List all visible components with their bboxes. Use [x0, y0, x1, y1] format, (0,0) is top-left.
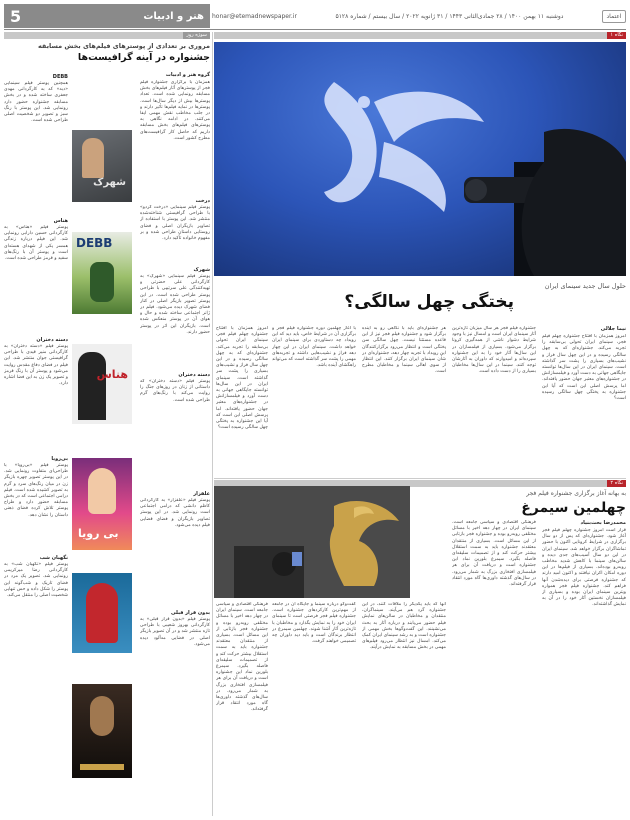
film-text: پوستر فیلم سینمایی «شهرک» به کارگردانی علی حضرتی و تهیه‌کنندگی علی سرتیپی با طراحی پوستر طراحی شده است. در این پوستر تصویر بازیگر اصلی در کنار فضای شهرک دیده می‌شود. فیلم در ژانر اجتماعی ساخته شده و حال و هوای آن در پوستر منعکس شده است. بازیگران این اثر در پوستر حضور دارند. [140, 274, 210, 335]
date-line: دوشنبه ۱۱ بهمن ۱۴۰۰ / ۲۸ جمادی‌الثانی ۱۴۴۳ / ۳۱ ژانویه ۲۰۲۲ / سال بیستم / شماره ۵۱۲۸ [335, 12, 564, 20]
poster-debb [72, 232, 132, 314]
article-divider [214, 478, 626, 479]
top-tag: نگاه ۱ [607, 32, 626, 39]
film-text: پوستر فیلم «بدون قرار قبلی» به کارگردانی بهروز شعیبی با طراحی تازه منتشر شد و در آن تصویر بازیگر اصلی در فضایی مه‌آلود دیده می‌شود. [140, 617, 210, 647]
poster-dasteh-dokhtaran [72, 573, 132, 653]
left-headline: جشنواره در آینه گرافیست‌ها [77, 52, 210, 63]
left-tag-bar [4, 32, 210, 39]
section-divider [212, 32, 213, 816]
top-text-1: امروز همزمان با افتتاح جشنواره چهلم فیلم فجر، سینمای ایران تحولی بی‌سابقه را تجربه می‌کند. جشنواره‌ای که به چهل سالگی رسیده و در این چهل سال فراز و نشیب‌های بسیاری را پشت سر گذاشته است. سینمای ایران در این سال‌ها توانسته جایگاهی جهانی به دست آورد و فیلمسازانش در جشنواره‌های معتبر جهان حضور یافته‌اند. اما پرسش اصلی این است که آیا این جشنواره به پختگی چهل سالگی رسیده است؟ [542, 334, 626, 402]
left-tag: سوژه روز [183, 32, 210, 39]
film-text: پوستر فیلم «دسته دختران» به کارگردانی منیر قیدی با طراحی گرافیستی جوان منتشر شد. این فیلم در فضای دفاع مقدس روایت می‌شود و پوستر آن با رنگ قرمز و تصویر یک زن به این فضا اشاره دارد. [4, 344, 68, 387]
section-header-bar [4, 4, 210, 28]
left-byline: گروه هنر و ادبیات [165, 72, 210, 78]
poster-negahban-shab [72, 684, 132, 778]
left-intro [140, 72, 210, 192]
poster-shahrak-title: شهرک [93, 177, 126, 188]
film-heading: دسته دختران [178, 372, 210, 378]
simorgh-statue-photo [214, 486, 410, 598]
top-text-4: با آغاز چهلمین دوره جشنواره فیلم فجر و برگزاری آن در شرایط خاص، باید دید که این رویداد چه دستاوردی برای سینمای ایران خواهد داشت. سینمای ایران در این چهار دهه فراز و نشیب‌هایی داشته و تجربه‌های مهمی را پشت سر گذاشته است که می‌تواند راهگشای آینده باشد. [272, 326, 356, 369]
bottom-byline: محمدرضا بحث‌بنیاد [580, 520, 626, 526]
film-heading: بدون قرار قبلی [170, 610, 210, 616]
bottom-photo [214, 486, 410, 598]
bottom-text-3: آنها که باید یکدیگر را ملاقات کنند، در این جشنواره گرد هم می‌آیند. سینماگران، منتقدان و مخاطبان در سالن‌های نمایش فیلم حضور می‌یابند و درباره آثار به بحث می‌نشینند. این گفت‌وگوها بخش مهمی از جشنواره است و به رشد سینمای ایران کمک می‌کند. امسال نیز انتظار می‌رود فیلم‌های مهمی در بخش مسابقه به نمایش درآیند. [362, 602, 446, 651]
top-text-3: هر جشنواره‌ای باید با نگاهی رو به آینده برگزار شود و جشنواره فیلم فجر نیز از این قاعده مستثنا نیست. چهل سالگی سن پختگی است و انتظار می‌رود برگزارکنندگان این رویداد با تجربه چهار دهه، جشنواره‌ای در شأن سینمای ایران برگزار کنند. این انتظار از سوی اهالی سینما و مخاطبان مطرح است. [362, 326, 446, 375]
film-text: پوستر فیلم «هناس» به کارگردانی حسین دارابی رونمایی شد. این فیلم درباره زندگی همسر یکی از شهدای هسته‌ای است و پوستر آن با رنگ‌های سفید و قرمز طراحی شده است. [4, 225, 68, 262]
bottom-text-2: فرهنگی اقتصادی و سیاسی جامعه است. سینمای ایران در چهار دهه اخیر با مسائل مختلفی روبه‌رو بوده و جشنواره فجر بازتابی از این مسائل است. بسیاری از منتقدان معتقدند جشنواره باید به سمت استقلال بیشتر حرکت کند و از تصمیمات سلیقه‌ای فاصله بگیرد. سیمرغ بلورین نماد این جشنواره است و دریافت آن برای هر فیلمسازی افتخاری بزرگ به شمار می‌رود. در سال‌های گذشته داوری‌ها گاه مورد انتقاد قرار گرفته‌اند. [452, 520, 536, 588]
website: honar@etemadnewspaper.ir [212, 12, 297, 20]
film-heading: علفزار [193, 491, 210, 497]
film-text: پوستر فیلم «بی‌رویا» با طراحی‌ای متفاوت رونمایی شد. در این پوستر تصویر چهره بازیگر زن در میان رنگ‌های سرد و گرم به تصویر کشیده شده است. فیلم درامی اجتماعی است که در بخش مسابقه حضور دارد و طراح پوستر تلاش کرده فضای ذهنی داستان را نشان دهد. [4, 463, 68, 518]
poster-biroya-title: بی رویا [78, 527, 119, 540]
bottom-text-5: فرهنگی اقتصادی و سیاسی جامعه است. سینمای ایران در چهار دهه اخیر با مسائل مختلفی روبه‌رو بوده و جشنواره فجر بازتابی از این مسائل است. بسیاری از منتقدان معتقدند جشنواره باید به سمت استقلال بیشتر حرکت کند و از تصمیمات سلیقه‌ای فاصله بگیرد. سیمرغ بلورین نماد این جشنواره است و دریافت آن برای هر فیلمسازی افتخاری بزرگ به شمار می‌رود. در سال‌های گذشته داوری‌ها گاه مورد انتقاد قرار گرفته‌اند. [216, 602, 268, 713]
film-text: پوستر فیلم «دسته دختران» که داستانی از زنان در روزهای جنگ را روایت می‌کند با رنگ‌های گرم طراحی شده است. [140, 379, 210, 403]
top-headline: پختگی چهل سالگی؟ [344, 292, 514, 312]
top-col-1 [542, 326, 626, 474]
film-text: پوستر فیلم «علفزار» به کارگردانی کاظم دانشی که درامی اجتماعی است رونمایی شد. در این پوستر تصاویر بازیگران و فضای قضایی فیلم دیده می‌شود. [140, 498, 210, 528]
bottom-text-4: گفت‌وگو درباره سینما و جایگاه آن در جامعه از مهم‌ترین کارکردهای جشنواره است. جشنواره فیلم فجر فرصتی است تا سینمای ایران خود را به نمایش بگذارد و مخاطبان با تازه‌ترین آثار آشنا شوند. چهلمین سیمرغ در انتظار برندگان است و باید دید داوران چه تصمیمی خواهند گرفت. [272, 602, 356, 645]
section-title: هنر و ادبیات [143, 10, 204, 22]
poster-descriptions-right [140, 196, 210, 796]
top-text-2: جشنواره فیلم فجر هر سال میزبان تازه‌ترین آثار سینمای ایران است و امسال نیز با وجود شرایط دشوار ناشی از همه‌گیری کرونا برگزار می‌شود. بسیاری از فیلمسازان در این سال‌ها آثار خود را به این جشنواره سپرده‌اند و امیدوارند که داوران به آثارشان توجه کنند. سینما در این سال‌ها مخاطبان بسیاری را از دست داده است. [452, 326, 536, 375]
film-heading: DEBB [52, 74, 68, 80]
film-heading: هناس [53, 218, 68, 224]
bottom-tag: نگاه ۲ [607, 480, 626, 487]
poster-debb-title: DEBB [76, 236, 113, 250]
left-kicker: مروری بر تعدادی از پوسترهای فیلم‌های بخش مسابقه [37, 42, 210, 50]
masthead [212, 6, 626, 26]
film-heading: دسته دختران [36, 337, 68, 343]
film-heading: شهرک [193, 267, 210, 273]
top-kicker: حلول سال جدید سینمای ایران [544, 282, 626, 290]
bottom-kicker: به بهانه آغاز برگزاری جشنواره فیلم فجر [526, 490, 626, 497]
top-byline: نیما جلالی [600, 326, 626, 332]
top-photo [214, 42, 626, 276]
bottom-text-1: قرار است امروز جشنواره چهلم فیلم فجر آغاز شود. جشنواره‌ای که پس از دو سال برگزاری در شرایط کرونایی اکنون با حضور تماشاگران برگزار خواهد شد. سینمای ایران در این دو سال آسیب‌های جدی دیده و سالن‌های سینما با کاهش شدید مخاطب روبه‌رو بوده‌اند. بسیاری از فیلم‌ها در این دوره امکان اکران نیافتند و اکنون امید دارند که جشنواره فرصتی برای دیده‌شدن آنها فراهم کند. جشنواره فیلم فجر همواره ویترین سینمای ایران بوده و بسیاری از فیلمسازان نخستین آثار خود را در آن به نمایش گذاشته‌اند. [542, 528, 626, 608]
poster-descriptions-left [4, 72, 68, 792]
film-heading: درخت [195, 198, 210, 204]
bottom-headline: چهلمین سیمرغ [521, 500, 626, 516]
page-number: 5 [10, 6, 22, 26]
top-tag-bar [214, 32, 626, 39]
left-intro-text: همزمان با برگزاری جشنواره فیلم فجر از پوسترهای آثار فیلم‌های بخش مسابقه رونمایی شده است. تعداد پوسترها بیش از دیگر سال‌ها است. پوسترها در نمایه فیلم‌ها تأثیر دارند و در جلب مخاطب نقش مهمی ایفا می‌کنند. در ادامه نگاهی به پوسترهای فیلم‌های بخش مسابقه داریم که حاصل کار گرافیست‌های مطرح کشور است. [140, 80, 210, 141]
festival-photo-illustration [214, 42, 626, 276]
film-text: همچنین پوستر فیلم سینمایی «دبه» که به کارگردانی مهدی جعفری ساخته شده و در بخش مسابقه جشنواره حضور دارد رونمایی شد. این پوستر با رنگ سبز و تصویر دو شخصیت اصلی طراحی شده است. [4, 81, 68, 124]
poster-hanas-title: هناس [96, 368, 128, 381]
film-text: پوستر فیلم «نگهبان شب» به کارگردانی رضا میرکریمی رونمایی شد. تصویر یک مرد در فضای تاریک و شب‌گونه این پوستر را شکل داده و حس تنهایی شخصیت اصلی را منتقل می‌کند. [4, 562, 68, 599]
poster-biroya [72, 458, 132, 550]
poster-shahrak [72, 130, 132, 202]
header-divider [4, 29, 626, 30]
poster-hanas [72, 344, 132, 424]
film-heading: بی‌رویا [51, 456, 68, 462]
top-text-5: امروز همزمان با افتتاح جشنواره چهلم فیلم فجر، سینمای ایران تحولی بی‌سابقه را تجربه می‌کند. جشنواره‌ای که به چهل سالگی رسیده و در این چهل سال فراز و نشیب‌های بسیاری را پشت سر گذاشته است. سینمای ایران در این سال‌ها توانسته جایگاهی جهانی به دست آورد و فیلمسازانش در جشنواره‌های معتبر جهان حضور یافته‌اند. اما پرسش اصلی این است که آیا این جشنواره به پختگی چهل سالگی رسیده است؟ [216, 326, 268, 431]
film-heading: نگهبان شب [39, 555, 68, 561]
film-text: پوستر فیلم سینمایی «درخت گردو» با طراحی گرافیستی شناخته‌شده منتشر شد. این پوستر با استفاده از تصاویر بازیگران اصلی و فضای روستایی داستان طراحی شده و بر مفهوم خانواده تأکید دارد. [140, 205, 210, 242]
newspaper-logo: اعتماد [602, 10, 626, 23]
bottom-col-1 [542, 520, 626, 812]
